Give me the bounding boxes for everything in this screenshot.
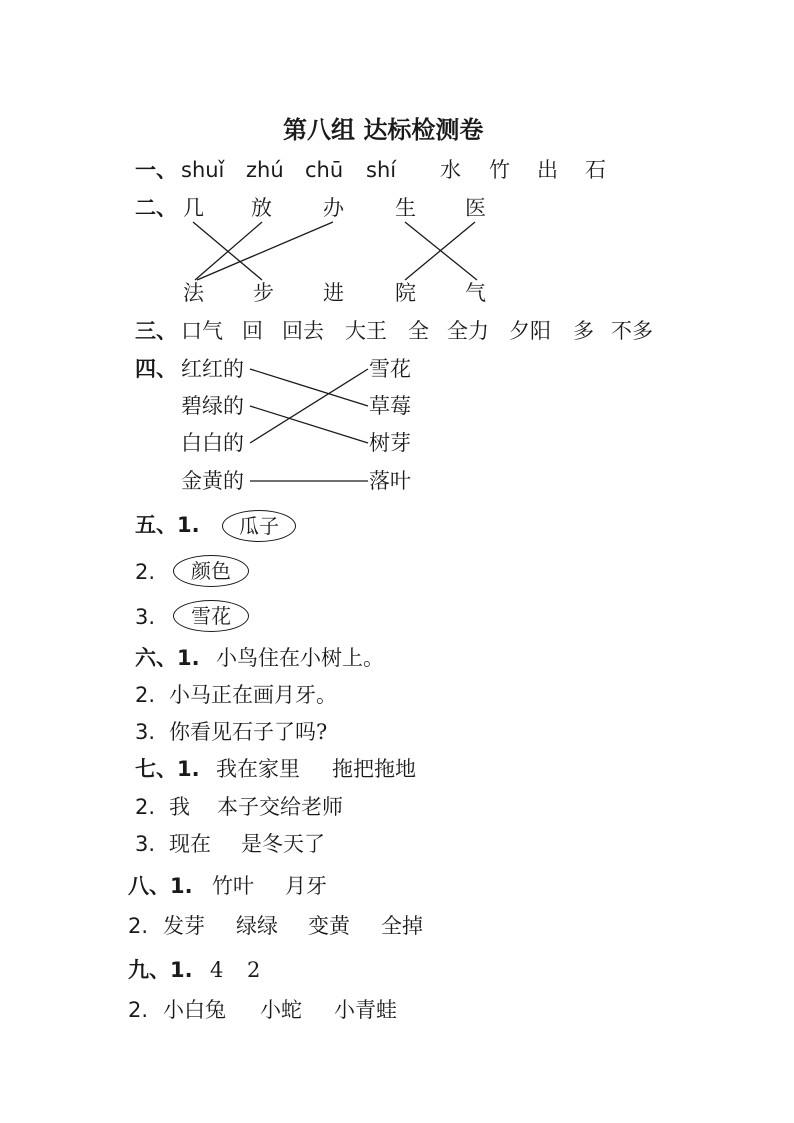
s5-num-3: 3. bbox=[135, 605, 156, 629]
s3-item-2: 回 bbox=[242, 319, 263, 343]
top-char-5: 医 bbox=[465, 196, 486, 220]
top-char-3: 办 bbox=[323, 196, 344, 220]
s4-left-4: 金黄的 bbox=[181, 469, 244, 493]
s9-line2-c: 小青蛙 bbox=[334, 998, 397, 1022]
s4-right-1: 雪花 bbox=[369, 357, 411, 381]
s4-left-1: 红红的 bbox=[181, 357, 244, 381]
s9-num-2: 2. bbox=[128, 998, 149, 1022]
s9-line2-a: 小白兔 bbox=[163, 998, 226, 1022]
section-7-label: 七、1. bbox=[135, 757, 200, 781]
s7-line2-b: 本子交给老师 bbox=[217, 795, 343, 819]
s8-line1-b: 月牙 bbox=[285, 874, 327, 898]
pinyin-2: zhú bbox=[246, 158, 284, 182]
s7-line1-b: 拖把拖地 bbox=[332, 757, 416, 781]
s4-right-3: 树芽 bbox=[369, 431, 411, 455]
s8-line2-d: 全掉 bbox=[381, 914, 423, 938]
char-2: 竹 bbox=[489, 158, 510, 182]
s8-num-2: 2. bbox=[128, 914, 149, 938]
s4-right-2: 草莓 bbox=[369, 394, 411, 418]
s8-line2-c: 变黄 bbox=[308, 914, 350, 938]
s7-num-3: 3. bbox=[135, 832, 156, 856]
s3-item-4: 大王 bbox=[345, 319, 387, 343]
s8-line2-a: 发芽 bbox=[163, 914, 205, 938]
s5-num-2: 2. bbox=[135, 560, 156, 584]
page-title: 第八组 达标检测卷 bbox=[283, 116, 484, 144]
circled-answer-1 bbox=[222, 510, 296, 542]
s4-right-4: 落叶 bbox=[369, 469, 411, 493]
s6-line-2: 小马正在画月牙。 bbox=[169, 683, 337, 707]
section-9-label: 九、1. bbox=[128, 958, 193, 982]
char-1: 水 bbox=[440, 158, 461, 182]
s6-num-2: 2. bbox=[135, 683, 156, 707]
s6-num-3: 3. bbox=[135, 720, 156, 744]
s3-item-9: 不多 bbox=[611, 319, 653, 343]
match-line-white-snow bbox=[250, 369, 368, 443]
s9-line1-a: 4 bbox=[210, 958, 224, 982]
match-line-red-strawberry bbox=[250, 369, 368, 406]
bottom-char-5: 气 bbox=[465, 281, 486, 305]
s4-left-3: 白白的 bbox=[181, 431, 244, 455]
s7-num-2: 2. bbox=[135, 795, 156, 819]
char-3: 出 bbox=[537, 158, 558, 182]
s3-item-6: 全力 bbox=[447, 319, 489, 343]
s7-line1-a: 我在家里 bbox=[216, 757, 300, 781]
section-1-label: 一、 bbox=[135, 158, 177, 182]
s3-item-1: 口气 bbox=[181, 319, 223, 343]
bottom-char-3: 进 bbox=[323, 281, 344, 305]
top-char-2: 放 bbox=[251, 196, 272, 220]
bottom-char-2: 步 bbox=[253, 281, 274, 305]
s3-item-5: 全 bbox=[408, 319, 429, 343]
answer-3-text: 雪花 bbox=[191, 604, 231, 628]
s6-line-3: 你看见石子了吗? bbox=[169, 720, 328, 744]
section-2-label: 二、 bbox=[135, 196, 177, 220]
s8-line2-b: 绿绿 bbox=[236, 914, 278, 938]
section-4-label: 四、 bbox=[135, 357, 177, 381]
s3-item-7: 夕阳 bbox=[509, 319, 551, 343]
section-8-label: 八、1. bbox=[128, 874, 193, 898]
s3-item-3: 回去 bbox=[282, 319, 324, 343]
section-3-label: 三、 bbox=[135, 319, 177, 343]
circled-answer-3 bbox=[173, 600, 249, 632]
char-4: 石 bbox=[585, 158, 606, 182]
s7-line3-b: 是冬天了 bbox=[241, 832, 325, 856]
s9-line1-b: 2 bbox=[247, 958, 261, 982]
top-char-1: 几 bbox=[183, 196, 204, 220]
pinyin-1: shuǐ bbox=[181, 158, 225, 182]
pinyin-3: chū bbox=[305, 158, 344, 182]
circled-answer-2 bbox=[173, 555, 249, 587]
s6-line-1: 小鸟住在小树上。 bbox=[216, 646, 384, 670]
answer-1-text: 瓜子 bbox=[239, 514, 279, 538]
section-5-label: 五、1. bbox=[135, 513, 200, 537]
bottom-char-1: 法 bbox=[183, 281, 204, 305]
s4-left-2: 碧绿的 bbox=[181, 394, 244, 418]
bottom-char-4: 院 bbox=[395, 281, 416, 305]
pinyin-4: shí bbox=[366, 158, 397, 182]
s9-line2-b: 小蛇 bbox=[260, 998, 302, 1022]
match-line-green-bud bbox=[250, 406, 368, 443]
answer-2-text: 颜色 bbox=[191, 559, 231, 583]
section-6-label: 六、1. bbox=[135, 646, 200, 670]
s8-line1-a: 竹叶 bbox=[212, 874, 254, 898]
s7-line3-a: 现在 bbox=[169, 832, 211, 856]
s3-item-8: 多 bbox=[573, 319, 594, 343]
top-char-4: 生 bbox=[395, 196, 416, 220]
s7-line2-a: 我 bbox=[169, 795, 190, 819]
